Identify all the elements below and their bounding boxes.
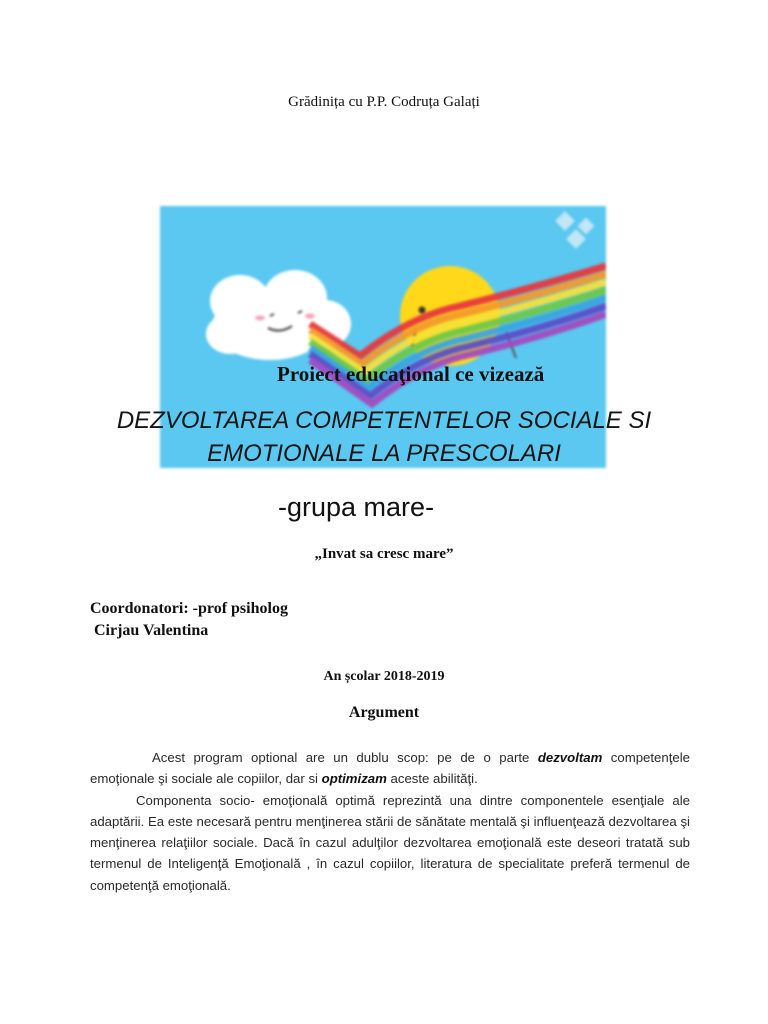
coordinator-name: Cirjau Valentina	[94, 622, 209, 639]
school-year: An școlar 2018-2019	[323, 669, 445, 684]
emphasis-text: dezvoltam	[537, 750, 603, 765]
main-title-line-2: EMOTIONALE LA PRESCOLARI	[207, 440, 561, 467]
school-name: Grădinița cu P.P. Codruța Galați	[288, 94, 480, 110]
paragraph-text: aceste abilităţi.	[386, 771, 478, 787]
paragraph-text: Acest program optional are un dublu scop: pe de o parte	[152, 750, 538, 765]
motto: „Invat sa cresc mare”	[314, 546, 454, 562]
emphasis-text: optimizam	[321, 771, 387, 787]
project-subtitle: Proiect educaţional ce vizează	[277, 362, 545, 386]
group-label: -grupa mare-	[278, 492, 435, 522]
argument-paragraph-1	[90, 747, 690, 790]
main-title	[0, 404, 768, 470]
argument-heading: Argument	[348, 704, 420, 721]
argument-paragraph-2: Componenta socio- emoţională optimă reprezintă una dintre componentele esenţiale ale adaptării. Ea este necesară pentru menţinerea stării de sănătate mentală şi influenţează dezvoltarea şi menţinerea relaţiilor sociale. Dacă în cazul adulţilor dezvoltarea emoţională este deseori tratată sub termenul de Inteligenţă Emoţională , în cazul copiilor, literatura de specialitate preferă termenul de competenţă emoţională.	[90, 792, 690, 893]
main-title-line-1: DEZVOLTAREA COMPETENTELOR SOCIALE SI	[116, 407, 652, 434]
coordinators-line: Coordonatori: -prof psiholog	[90, 600, 288, 617]
argument-body	[90, 747, 690, 896]
paragraph-text: competenţele emoţionale şi sociale ale copiilor, dar si	[90, 750, 690, 787]
